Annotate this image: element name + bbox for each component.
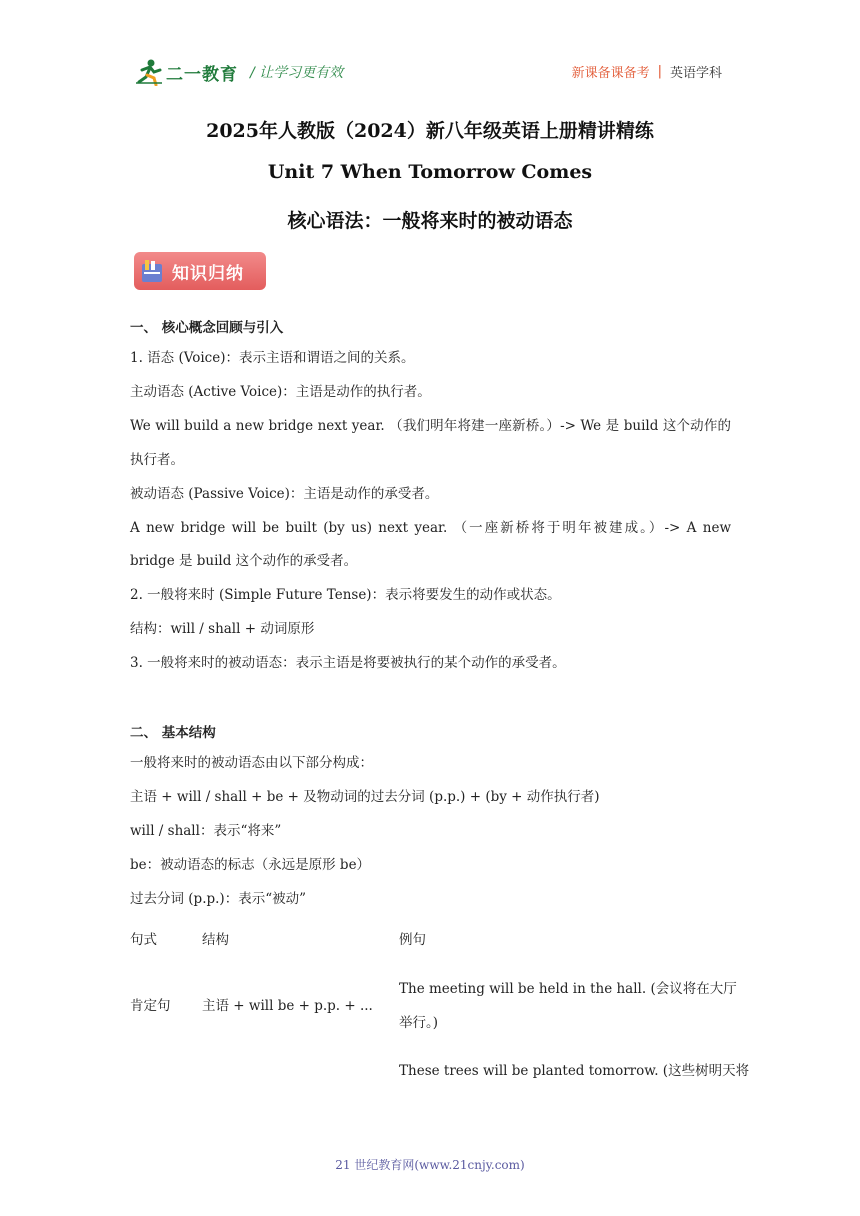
paragraph-line: 主语 + will / shall + be + 及物动词的过去分词 (p.p.) + (by + 动作执行者) — [130, 789, 600, 805]
paragraph-line: 被动语态 (Passive Voice)：主语是动作的承受者。 — [130, 486, 439, 502]
paragraph-line: 一般将来时的被动语态由以下部分构成： — [130, 755, 373, 771]
table-cell-example: 举行。) — [399, 1015, 439, 1031]
table-header-pattern: 句式 — [130, 932, 157, 948]
paragraph-line: 1. 语态 (Voice)：表示主语和谓语之间的关系。 — [130, 350, 415, 366]
page-footer: 21 世纪教育网(www.21cnjy.com) — [335, 1158, 525, 1172]
section-heading-2: 二、 基本结构 — [130, 725, 216, 741]
table-cell-example: These trees will be planted tomorrow. (这些树明天将 — [399, 1063, 750, 1079]
table-header-example: 例句 — [399, 932, 426, 948]
section-heading-1: 一、 核心概念回顾与引入 — [130, 320, 284, 336]
paragraph-line: 3. 一般将来时的被动语态：表示主语是将要被执行的某个动作的承受者。 — [130, 655, 566, 671]
paragraph-line: 结构：will / shall + 动词原形 — [130, 621, 315, 637]
brand-logo — [134, 58, 238, 86]
badge-label: 知识归纳 — [172, 263, 244, 284]
paragraph-line: be：被动语态的标志（永远是原形 be） — [130, 857, 371, 873]
logo-text: 二一教育 — [166, 64, 238, 85]
table-cell-example: The meeting will be held in the hall. (会议将在大厅 — [399, 981, 737, 997]
slogan: / 让学习更有效 — [250, 65, 344, 81]
paragraph-line: will / shall：表示“将来” — [130, 823, 282, 839]
paragraph-line: We will build a new bridge next year. （我们明年将建一座新桥。）-> We 是 build 这个动作的 — [130, 418, 731, 434]
table-cell-structure: 主语 + will be + p.p. + ... — [202, 998, 373, 1014]
table-header-structure: 结构 — [202, 932, 229, 948]
header-separator: | — [657, 64, 662, 79]
grammar-title: 核心语法：一般将来时的被动语态 — [287, 210, 573, 232]
paragraph-line: 执行者。 — [130, 452, 184, 468]
header-tag-prep: 新课备课备考 — [571, 66, 650, 81]
header-right — [572, 62, 722, 81]
table-cell-type: 肯定句 — [130, 998, 171, 1014]
unit-title: Unit 7 When Tomorrow Comes — [267, 161, 593, 183]
book-icon — [140, 258, 164, 284]
header-tag-subject: 英语学科 — [669, 66, 722, 81]
doc-title: 2025年人教版（2024）新八年级英语上册精讲精练 — [206, 120, 654, 142]
paragraph-line: bridge 是 build 这个动作的承受者。 — [130, 553, 358, 569]
paragraph-line: 2. 一般将来时 (Simple Future Tense)：表示将要发生的动作或状态。 — [130, 587, 561, 603]
runner-logo-icon — [134, 58, 164, 86]
paragraph-line: 主动语态 (Active Voice)：主语是动作的执行者。 — [130, 384, 431, 400]
knowledge-summary-badge — [134, 252, 266, 290]
paragraph-line: A new bridge will be built (by us) next year. （一座新桥将于明年被建成。）-> A new — [130, 520, 731, 536]
paragraph-line: 过去分词 (p.p.)：表示“被动” — [130, 891, 306, 907]
